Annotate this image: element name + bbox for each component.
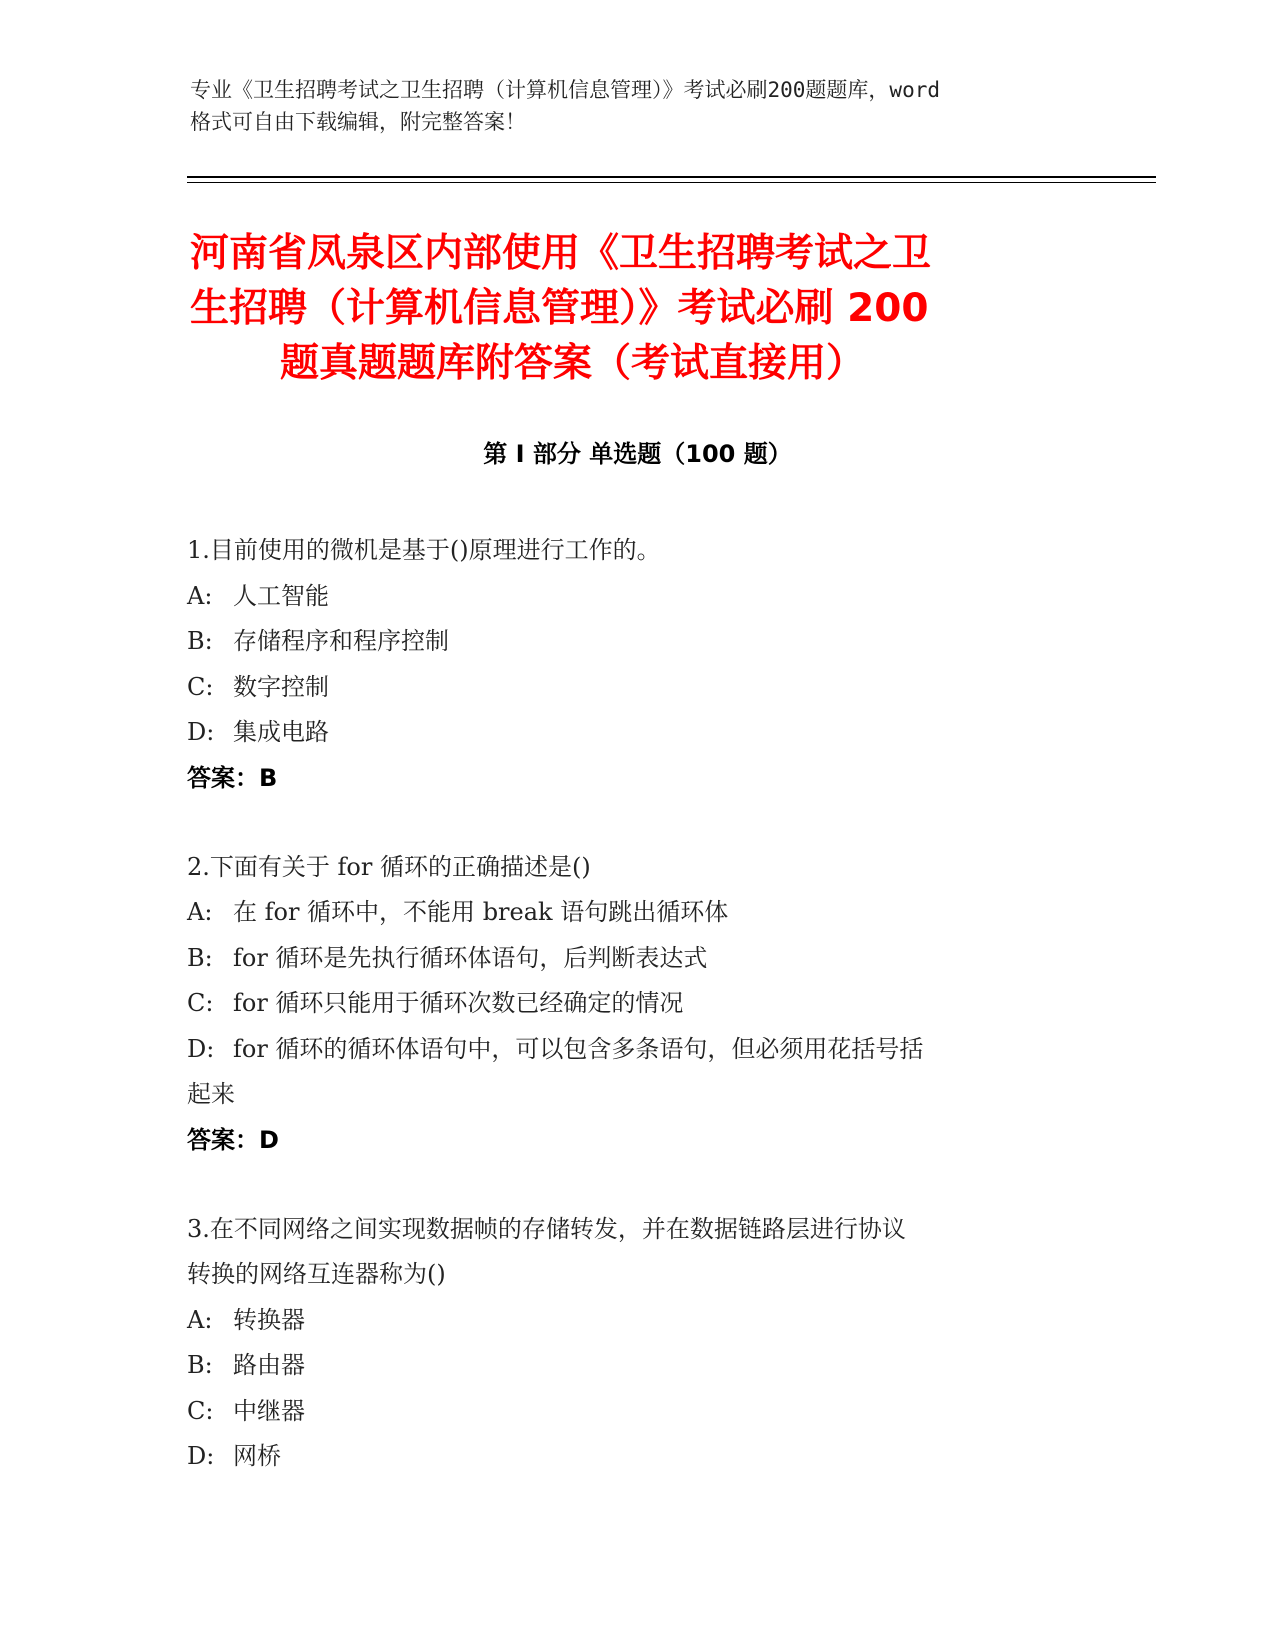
header-divider-thick [187, 176, 1156, 178]
question-stem: 2.下面有关于 for 循环的正确描述是() [187, 852, 591, 881]
answer-line: 答案：B [187, 763, 278, 792]
option-letter: D: [187, 1442, 215, 1470]
option-letter: D: [187, 718, 215, 746]
option-c [187, 1389, 1087, 1435]
header-divider-thin [187, 182, 1156, 183]
title-line-3: 题真题题库附答案（考试直接用） [280, 341, 866, 386]
option-b [187, 936, 1087, 982]
option-letter: A: [187, 898, 213, 926]
answer-line: 答案：D [187, 1125, 279, 1154]
title-line-2: 生招聘（计算机信息管理）》考试必刷 200 [190, 286, 929, 331]
option-d [187, 1434, 1087, 1480]
option-letter: A: [187, 581, 213, 610]
option-letter: A: [187, 1305, 213, 1334]
option-letter: B: [187, 943, 213, 972]
option-letter: C: [187, 989, 214, 1017]
question-stem-continuation: 转换的网络互连器称为() [187, 1260, 446, 1288]
option-text: 集成电路 [233, 718, 329, 746]
option-d [187, 1027, 1087, 1073]
header-note-line-2: 格式可自由下载编辑，附完整答案！ [190, 110, 526, 134]
option-text: for 循环只能用于循环次数已经确定的情况 [233, 989, 684, 1017]
header-note-line-1: 专业《卫生招聘考试之卫生招聘（计算机信息管理）》考试必刷200题题库，word [190, 78, 940, 102]
option-text: 转换器 [233, 1305, 305, 1334]
question-2 [187, 845, 1087, 1163]
title-line-1: 河南省凤泉区内部使用《卫生招聘考试之卫 [190, 231, 932, 276]
option-text: for 循环的循环体语句中，可以包含多条语句，但必须用花括号括 [233, 1034, 924, 1063]
option-letter: C: [187, 672, 214, 701]
option-d [187, 710, 1087, 756]
option-text: 网桥 [233, 1442, 281, 1470]
option-b [187, 1343, 1087, 1389]
option-d-continuation: 起来 [187, 1080, 235, 1108]
option-text: 路由器 [233, 1351, 305, 1379]
option-text: 在 for 循环中，不能用 break 语句跳出循环体 [233, 898, 729, 926]
option-a [187, 1298, 1087, 1344]
option-text: for 循环是先执行循环体语句，后判断表达式 [233, 943, 708, 972]
option-text: 存储程序和程序控制 [233, 627, 449, 655]
option-a [187, 574, 1087, 620]
question-list [187, 528, 1087, 1524]
option-c [187, 665, 1087, 711]
question-stem: 3.在不同网络之间实现数据帧的存储转发，并在数据链路层进行协议 [187, 1214, 906, 1243]
option-text: 中继器 [233, 1396, 305, 1425]
option-letter: D: [187, 1034, 215, 1063]
option-a [187, 890, 1087, 936]
question-stem: 1.目前使用的微机是基于()原理进行工作的。 [187, 536, 661, 564]
option-c [187, 981, 1087, 1027]
question-1 [187, 528, 1087, 801]
option-letter: C: [187, 1396, 214, 1425]
document-title [190, 226, 1090, 391]
section-heading: 第 I 部分 单选题（100 题） [483, 440, 792, 468]
option-b [187, 619, 1087, 665]
question-3 [187, 1207, 1087, 1480]
option-letter: B: [187, 627, 213, 655]
option-text: 数字控制 [233, 672, 329, 701]
option-letter: B: [187, 1351, 213, 1379]
option-text: 人工智能 [233, 581, 329, 610]
header-note [190, 74, 1090, 138]
